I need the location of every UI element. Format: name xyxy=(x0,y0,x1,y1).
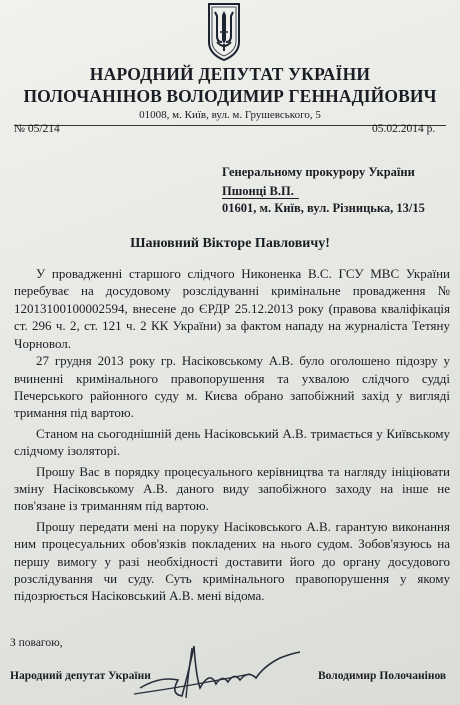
recipient-position: Генеральному прокурору України xyxy=(222,165,415,179)
body-paragraph: Станом на сьогоднішній день Насіковський А.В. тримається у Київському слідчому ізоляторі. xyxy=(14,425,450,459)
body-paragraph: У провадженні старшого слідчого Никоненка В.С. ГСУ МВС України перебуває на досудовому розслідуванні кримінальне провадження № 12013100100002594, внесене до ЄРДР 25.12.2013 року (правова кваліфікація ст. 296 ч. 2, ст. 121 ч. 2 КК України) за фактом нападу на журналіста Тетяну Чорновол. xyxy=(14,266,450,351)
letterhead-title: НАРОДНИЙ ДЕПУТАТ УКРАЇНИ xyxy=(89,64,371,84)
handwritten-signature xyxy=(130,636,305,705)
ukraine-coat-of-arms-icon xyxy=(206,2,242,62)
body-paragraph: Прошу Вас в порядку процесуального керівництва та нагляду ініціювати зміну Насіковському А.В. даного виду запобіжного заходу на інше не пов'язане із триманням під вартою. xyxy=(14,463,450,514)
closing-phrase: З повагою, xyxy=(10,637,63,649)
body-paragraph: 27 грудня 2013 року гр. Насіковському А.В. було оголошено підозру у вчиненні кримінального правопорушення та ухвалою слідчого судді Печерського районного суду м. Києва обрано запобіжний захід у вигляді тримання під вартою. xyxy=(14,353,450,421)
outgoing-number: № 05/214 xyxy=(14,123,60,135)
signatory-role: Народний депутат України xyxy=(10,670,151,682)
signatory-name: Володимир Полочанінов xyxy=(318,670,447,682)
letterhead-address: 01008, м. Київ, вул. м. Грушевського, 5 xyxy=(139,109,321,121)
letterhead-name: ПОЛОЧАНІНОВ ВОЛОДИМИР ГЕННАДІЙОВИЧ xyxy=(23,86,437,106)
letter-body xyxy=(14,265,450,605)
salutation: Шановний Вікторе Павловичу! xyxy=(130,236,330,251)
recipient-name: Пшонці В.П. xyxy=(222,184,294,198)
recipient-name-underline xyxy=(222,198,299,199)
body-paragraph: Прошу передати мені на поруку Насіковського А.В. гарантую виконання ним процесуальних обов'язків покладених на нього судом. Зобов'язуюсь на першу вимогу у разі необхідності доставити його до органу досудового розслідування чи суду. Суть кримінального правопорушення у якому підозрюється Насіковський А.В. мені відома. xyxy=(14,518,450,604)
recipient-address: 01601, м. Київ, вул. Різницька, 13/15 xyxy=(222,201,425,215)
letter-date: 05.02.2014 р. xyxy=(372,123,436,135)
